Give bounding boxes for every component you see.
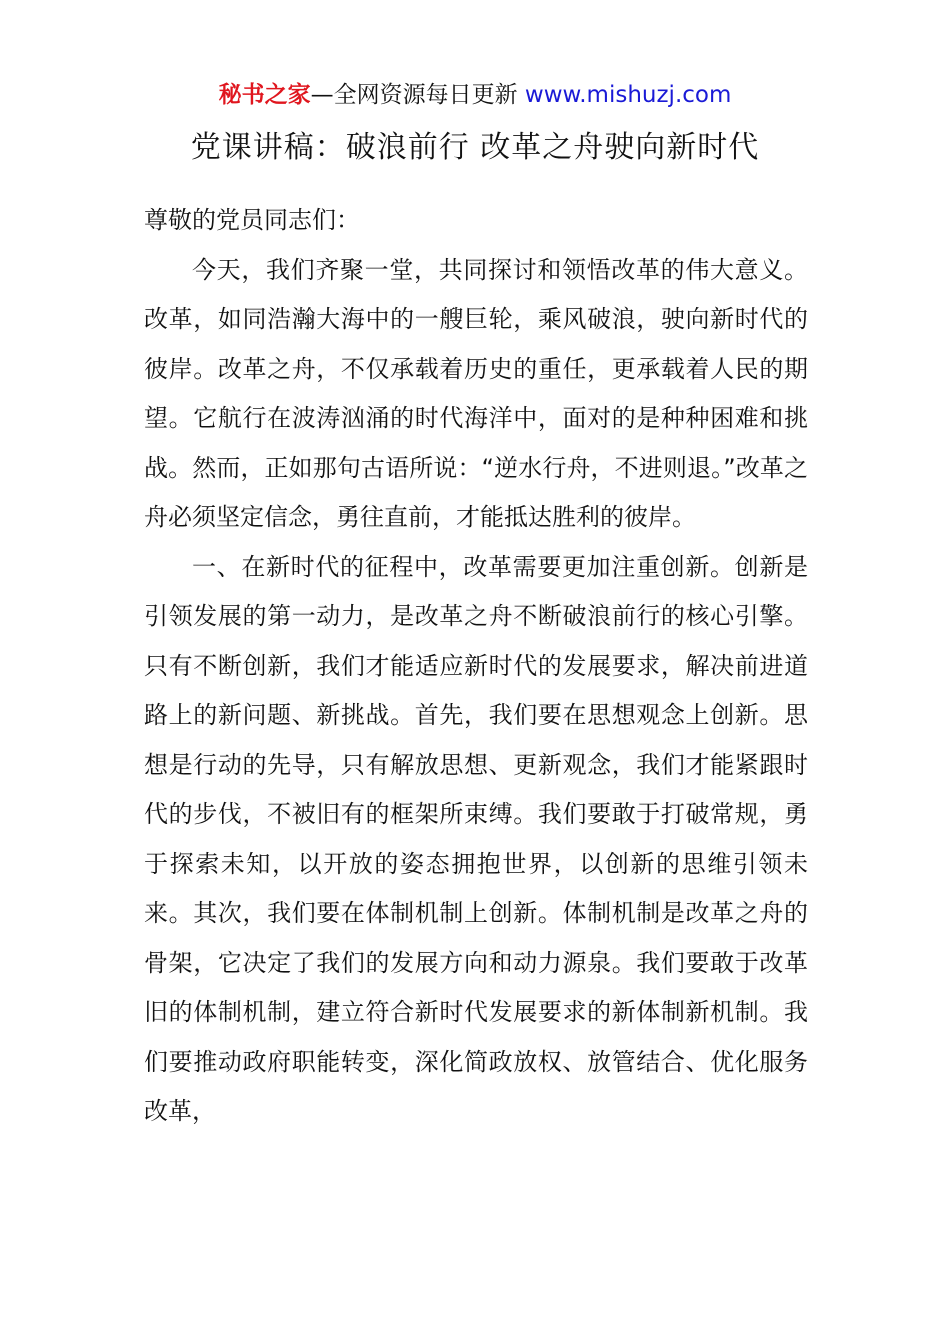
paragraph-intro: 今天，我们齐聚一堂，共同探讨和领悟改革的伟大意义。改革，如同浩瀚大海中的一艘巨轮，乘风破浪，驶向新时代的彼岸。改革之舟，不仅承载着历史的重任，更承载着人民的期望。它航行在波涛汹涌的时代海洋中，面对的是种种困难和挑战。然而，正如那句古语所说：“逆水行舟，不进则退。”改革之舟必须坚定信念，勇往直前，才能抵达胜利的彼岸。 (144, 255, 808, 531)
site-url-link[interactable]: www.mishuzj.com (524, 82, 732, 108)
paragraph-section-one: 一、在新时代的征程中，改革需要更加注重创新。创新是引领发展的第一动力，是改革之舟不断破浪前行的核心引擎。只有不断创新，我们才能适应新时代的发展要求，解决前进道路上的新问题、新挑战。首先，我们要在思想观念上创新。思想是行动的先导，只有解放思想、更新观念，我们才能紧跟时代的步伐，不被旧有的框架所束缚。我们要敢于打破常规，勇于探索未知，以开放的姿态拥抱世界，以创新的思维引领未来。其次，我们要在体制机制上创新。体制机制是改革之舟的骨架，它决定了我们的发展方向和动力源泉。我们要敢于改革旧的体制机制，建立符合新时代发展要求的新体制新机制。我们要推动政府职能转变，深化简政放权、放管结合、优化服务改革， (144, 552, 808, 1125)
salutation: 尊敬的党员同志们： (144, 206, 360, 234)
site-header (0, 80, 950, 110)
site-brand[interactable]: 秘书之家 (218, 82, 311, 108)
document-body (144, 196, 808, 1137)
document-title: 党课讲稿：破浪前行 改革之舟驶向新时代 (190, 130, 760, 165)
site-tagline: —全网资源每日更新 (310, 82, 525, 108)
